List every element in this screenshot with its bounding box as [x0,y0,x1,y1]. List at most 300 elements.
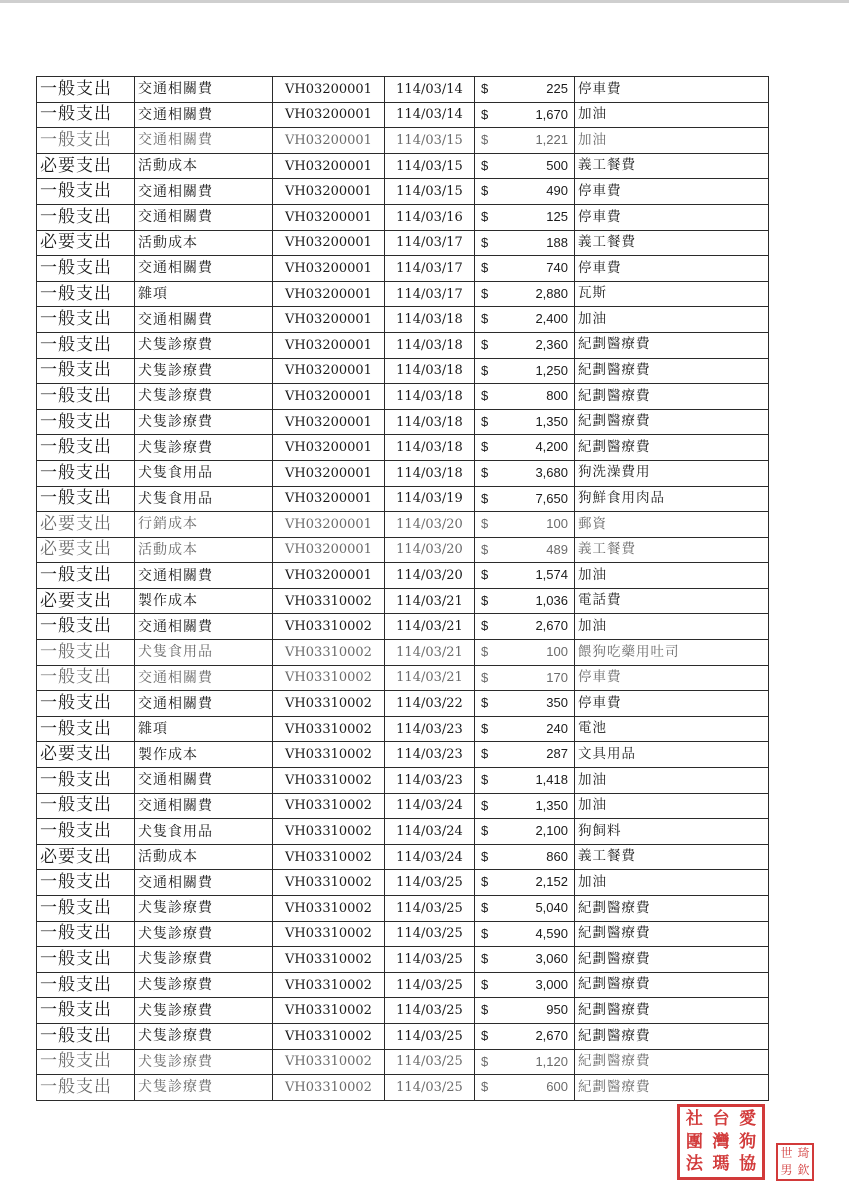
voucher-number-cell: VH03200001 [273,77,385,103]
voucher-number-cell: VH03200001 [273,563,385,589]
date-cell: 114/03/14 [385,77,475,103]
date-cell: 114/03/19 [385,486,475,512]
voucher-number-cell: VH03200001 [273,460,385,486]
amount-cell [475,179,575,205]
subcategory-cell: 犬隻食用品 [135,819,273,845]
currency-symbol: $ [481,695,489,711]
amount-cell [475,998,575,1024]
seal-character: 協 [739,1154,757,1175]
amount-cell [475,614,575,640]
category-cell: 一般支出 [37,102,135,128]
table-row [37,281,769,307]
voucher-number-cell: VH03200001 [273,204,385,230]
subcategory-cell: 犬隻診療費 [135,409,273,435]
category-cell: 必要支出 [37,512,135,538]
subcategory-cell: 製作成本 [135,588,273,614]
amount-value: 1,418 [535,772,568,788]
currency-symbol: $ [481,106,489,122]
category-cell: 必要支出 [37,588,135,614]
category-cell: 一般支出 [37,896,135,922]
amount-cell [475,460,575,486]
personal-seal [776,1143,814,1181]
subcategory-cell: 交通相關費 [135,179,273,205]
table-row [37,947,769,973]
voucher-number-cell: VH03310002 [273,640,385,666]
seal-character: 團 [685,1131,703,1152]
amount-value: 2,360 [535,336,568,352]
category-cell: 一般支出 [37,358,135,384]
date-cell: 114/03/16 [385,204,475,230]
table-row [37,435,769,461]
note-cell: 停車費 [575,179,769,205]
voucher-number-cell: VH03200001 [273,102,385,128]
subcategory-cell: 活動成本 [135,537,273,563]
currency-symbol: $ [481,900,489,915]
amount-value: 3,000 [535,976,568,992]
date-cell: 114/03/18 [385,332,475,358]
amount-cell [475,768,575,794]
ledger-body [37,77,769,1101]
amount-value: 1,574 [535,567,568,583]
note-cell: 電話費 [575,588,769,614]
amount-cell [475,230,575,256]
subcategory-cell: 交通相關費 [135,204,273,230]
amount-value: 4,590 [535,925,568,941]
table-row [37,742,769,768]
amount-cell [475,486,575,512]
date-cell: 114/03/25 [385,870,475,896]
table-row [37,998,769,1024]
amount-value: 2,100 [535,823,568,839]
voucher-number-cell: VH03310002 [273,716,385,742]
subcategory-cell: 活動成本 [135,230,273,256]
note-cell: 義工餐費 [575,230,769,256]
voucher-number-cell: VH03200001 [273,256,385,282]
subcategory-cell: 交通相關費 [135,768,273,794]
date-cell: 114/03/15 [385,128,475,154]
amount-value: 950 [546,1002,568,1018]
seal-character: 瑪 [712,1154,730,1175]
category-cell: 一般支出 [37,768,135,794]
category-cell: 一般支出 [37,486,135,512]
amount-value: 100 [546,644,568,660]
amount-value: 170 [546,669,568,685]
subcategory-cell: 犬隻食用品 [135,460,273,486]
subcategory-cell: 犬隻食用品 [135,486,273,512]
table-row [37,588,769,614]
subcategory-cell: 犬隻診療費 [135,435,273,461]
date-cell: 114/03/17 [385,230,475,256]
currency-symbol: $ [481,413,489,429]
amount-cell [475,384,575,410]
table-row [37,768,769,794]
table-row [37,512,769,538]
voucher-number-cell: VH03310002 [273,921,385,947]
subcategory-cell: 犬隻診療費 [135,1049,273,1075]
subcategory-cell: 犬隻食用品 [135,640,273,666]
amount-value: 287 [546,746,568,762]
subcategory-cell: 雜項 [135,281,273,307]
table-row [37,793,769,819]
voucher-number-cell: VH03200001 [273,307,385,333]
table-row [37,230,769,256]
subcategory-cell: 交通相關費 [135,793,273,819]
note-cell: 紀劃醫療費 [575,1023,769,1049]
table-row [37,486,769,512]
note-cell: 加油 [575,614,769,640]
table-row [37,844,769,870]
amount-value: 125 [546,208,568,224]
currency-symbol: $ [481,516,489,532]
subcategory-cell: 犬隻診療費 [135,358,273,384]
currency-symbol: $ [481,541,489,557]
category-cell: 一般支出 [37,921,135,947]
category-cell: 一般支出 [37,1049,135,1075]
note-cell: 狗洗澡費用 [575,460,769,486]
amount-value: 3,060 [535,951,568,967]
table-row [37,819,769,845]
note-cell: 狗鮮食用肉品 [575,486,769,512]
currency-symbol: $ [481,772,489,788]
amount-value: 1,250 [535,362,568,378]
voucher-number-cell: VH03310002 [273,947,385,973]
amount-value: 240 [546,720,568,736]
note-cell: 停車費 [575,204,769,230]
currency-symbol: $ [481,81,489,96]
table-row [37,153,769,179]
date-cell: 114/03/14 [385,102,475,128]
category-cell: 一般支出 [37,819,135,845]
currency-symbol: $ [481,208,489,224]
amount-cell [475,563,575,589]
note-cell: 紀劃醫療費 [575,947,769,973]
category-cell: 一般支出 [37,204,135,230]
subcategory-cell: 行銷成本 [135,512,273,538]
currency-symbol: $ [481,311,489,327]
seal-character: 男 [780,1163,793,1177]
category-cell: 必要支出 [37,844,135,870]
note-cell: 停車費 [575,665,769,691]
amount-value: 600 [546,1079,568,1095]
date-cell: 114/03/25 [385,947,475,973]
voucher-number-cell: VH03200001 [273,512,385,538]
amount-cell [475,77,575,103]
amount-value: 500 [546,157,568,173]
date-cell: 114/03/18 [385,358,475,384]
voucher-number-cell: VH03310002 [273,588,385,614]
currency-symbol: $ [481,746,489,762]
currency-symbol: $ [481,848,489,864]
category-cell: 一般支出 [37,972,135,998]
category-cell: 一般支出 [37,614,135,640]
date-cell: 114/03/22 [385,691,475,717]
voucher-number-cell: VH03200001 [273,179,385,205]
note-cell: 紀劃醫療費 [575,921,769,947]
amount-cell [475,742,575,768]
voucher-number-cell: VH03200001 [273,128,385,154]
voucher-number-cell: VH03310002 [273,691,385,717]
amount-cell [475,153,575,179]
subcategory-cell: 犬隻診療費 [135,1075,273,1101]
amount-value: 2,670 [535,618,568,634]
category-cell: 一般支出 [37,691,135,717]
currency-symbol: $ [481,720,489,736]
amount-cell [475,307,575,333]
date-cell: 114/03/25 [385,972,475,998]
table-row [37,563,769,589]
date-cell: 114/03/15 [385,153,475,179]
seal-character: 愛 [739,1109,757,1129]
category-cell: 一般支出 [37,1075,135,1101]
currency-symbol: $ [481,951,489,967]
currency-symbol: $ [481,1079,489,1095]
amount-cell [475,332,575,358]
amount-cell [475,281,575,307]
currency-symbol: $ [481,592,489,608]
table-row [37,665,769,691]
scan-top-edge [0,0,849,3]
amount-cell [475,972,575,998]
category-cell: 一般支出 [37,793,135,819]
note-cell: 紀劃醫療費 [575,896,769,922]
table-row [37,307,769,333]
voucher-number-cell: VH03310002 [273,972,385,998]
date-cell: 114/03/18 [385,384,475,410]
table-row [37,972,769,998]
note-cell: 加油 [575,102,769,128]
currency-symbol: $ [481,644,489,660]
subcategory-cell: 交通相關費 [135,307,273,333]
subcategory-cell: 交通相關費 [135,563,273,589]
voucher-number-cell: VH03310002 [273,998,385,1024]
amount-cell [475,640,575,666]
note-cell: 紀劃醫療費 [575,358,769,384]
amount-cell [475,204,575,230]
amount-cell [475,793,575,819]
currency-symbol: $ [481,234,489,250]
date-cell: 114/03/25 [385,1075,475,1101]
subcategory-cell: 犬隻診療費 [135,998,273,1024]
currency-symbol: $ [481,336,489,352]
date-cell: 114/03/18 [385,460,475,486]
date-cell: 114/03/20 [385,537,475,563]
voucher-number-cell: VH03310002 [273,870,385,896]
category-cell: 一般支出 [37,435,135,461]
currency-symbol: $ [481,1027,489,1043]
seal-character: 欽 [797,1163,810,1177]
seal-character: 狗 [739,1131,757,1152]
category-cell: 必要支出 [37,742,135,768]
table-row [37,537,769,563]
note-cell: 義工餐費 [575,153,769,179]
date-cell: 114/03/25 [385,998,475,1024]
amount-value: 3,680 [535,464,568,480]
currency-symbol: $ [481,183,489,199]
category-cell: 一般支出 [37,384,135,410]
note-cell: 電池 [575,716,769,742]
currency-symbol: $ [481,976,489,992]
currency-symbol: $ [481,567,489,583]
subcategory-cell: 活動成本 [135,844,273,870]
category-cell: 一般支出 [37,409,135,435]
amount-value: 2,670 [535,1027,568,1043]
currency-symbol: $ [481,797,489,813]
table-row [37,128,769,154]
currency-symbol: $ [481,464,489,480]
date-cell: 114/03/24 [385,819,475,845]
category-cell: 一般支出 [37,460,135,486]
date-cell: 114/03/25 [385,896,475,922]
note-cell: 紀劃醫療費 [575,384,769,410]
subcategory-cell: 犬隻診療費 [135,896,273,922]
amount-value: 2,400 [535,311,568,327]
date-cell: 114/03/23 [385,742,475,768]
amount-cell [475,1075,575,1101]
table-row [37,716,769,742]
date-cell: 114/03/25 [385,1023,475,1049]
voucher-number-cell: VH03200001 [273,153,385,179]
date-cell: 114/03/24 [385,793,475,819]
table-row [37,1023,769,1049]
table-row [37,102,769,128]
note-cell: 停車費 [575,256,769,282]
voucher-number-cell: VH03200001 [273,409,385,435]
expense-ledger-table [36,76,769,1101]
note-cell: 紀劃醫療費 [575,998,769,1024]
note-cell: 加油 [575,768,769,794]
category-cell: 一般支出 [37,77,135,103]
amount-cell [475,844,575,870]
amount-cell [475,512,575,538]
amount-cell [475,537,575,563]
currency-symbol: $ [481,1002,489,1018]
date-cell: 114/03/18 [385,409,475,435]
date-cell: 114/03/20 [385,563,475,589]
note-cell: 義工餐費 [575,537,769,563]
amount-value: 1,120 [535,1053,568,1069]
category-cell: 一般支出 [37,332,135,358]
amount-cell [475,409,575,435]
subcategory-cell: 活動成本 [135,153,273,179]
voucher-number-cell: VH03200001 [273,486,385,512]
voucher-number-cell: VH03310002 [273,742,385,768]
date-cell: 114/03/15 [385,179,475,205]
voucher-number-cell: VH03310002 [273,614,385,640]
category-cell: 必要支出 [37,153,135,179]
subcategory-cell: 交通相關費 [135,102,273,128]
amount-cell [475,102,575,128]
amount-value: 1,350 [535,797,568,813]
category-cell: 必要支出 [37,230,135,256]
date-cell: 114/03/25 [385,1049,475,1075]
subcategory-cell: 交通相關費 [135,614,273,640]
amount-cell [475,716,575,742]
amount-cell [475,896,575,922]
amount-value: 1,350 [535,413,568,429]
currency-symbol: $ [481,285,489,301]
table-row [37,332,769,358]
date-cell: 114/03/18 [385,307,475,333]
date-cell: 114/03/25 [385,921,475,947]
subcategory-cell: 交通相關費 [135,665,273,691]
note-cell: 郵資 [575,512,769,538]
voucher-number-cell: VH03310002 [273,793,385,819]
organization-seal [677,1104,765,1180]
table-row [37,409,769,435]
note-cell: 加油 [575,128,769,154]
note-cell: 紀劃醫療費 [575,409,769,435]
subcategory-cell: 犬隻診療費 [135,947,273,973]
voucher-number-cell: VH03310002 [273,665,385,691]
subcategory-cell: 犬隻診療費 [135,1023,273,1049]
amount-cell [475,947,575,973]
table-row [37,870,769,896]
amount-cell [475,256,575,282]
amount-cell [475,1023,575,1049]
table-row [37,1075,769,1101]
amount-value: 350 [546,695,568,711]
amount-cell [475,435,575,461]
amount-value: 100 [546,516,568,532]
voucher-number-cell: VH03310002 [273,819,385,845]
category-cell: 一般支出 [37,640,135,666]
amount-cell [475,665,575,691]
subcategory-cell: 製作成本 [135,742,273,768]
subcategory-cell: 犬隻診療費 [135,332,273,358]
amount-value: 740 [546,260,568,276]
amount-value: 4,200 [535,439,568,455]
note-cell: 停車費 [575,691,769,717]
currency-symbol: $ [481,132,489,148]
date-cell: 114/03/21 [385,614,475,640]
table-row [37,614,769,640]
category-cell: 一般支出 [37,307,135,333]
voucher-number-cell: VH03200001 [273,358,385,384]
amount-value: 1,670 [535,106,568,122]
note-cell: 餵狗吃藥用吐司 [575,640,769,666]
table-row [37,256,769,282]
amount-cell [475,691,575,717]
currency-symbol: $ [481,874,489,890]
subcategory-cell: 交通相關費 [135,77,273,103]
note-cell: 紀劃醫療費 [575,332,769,358]
currency-symbol: $ [481,362,489,378]
note-cell: 紀劃醫療費 [575,435,769,461]
currency-symbol: $ [481,260,489,276]
amount-value: 490 [546,183,568,199]
note-cell: 停車費 [575,77,769,103]
amount-value: 1,036 [535,592,568,608]
table-row [37,358,769,384]
category-cell: 一般支出 [37,716,135,742]
voucher-number-cell: VH03200001 [273,281,385,307]
currency-symbol: $ [481,823,489,839]
amount-cell [475,358,575,384]
category-cell: 一般支出 [37,665,135,691]
table-row [37,179,769,205]
note-cell: 文具用品 [575,742,769,768]
note-cell: 紀劃醫療費 [575,1075,769,1101]
seal-character: 法 [685,1154,703,1175]
date-cell: 114/03/21 [385,588,475,614]
date-cell: 114/03/20 [385,512,475,538]
note-cell: 瓦斯 [575,281,769,307]
seal-character: 世 [780,1146,793,1160]
amount-value: 5,040 [535,900,568,915]
category-cell: 一般支出 [37,281,135,307]
amount-cell [475,128,575,154]
voucher-number-cell: VH03200001 [273,537,385,563]
